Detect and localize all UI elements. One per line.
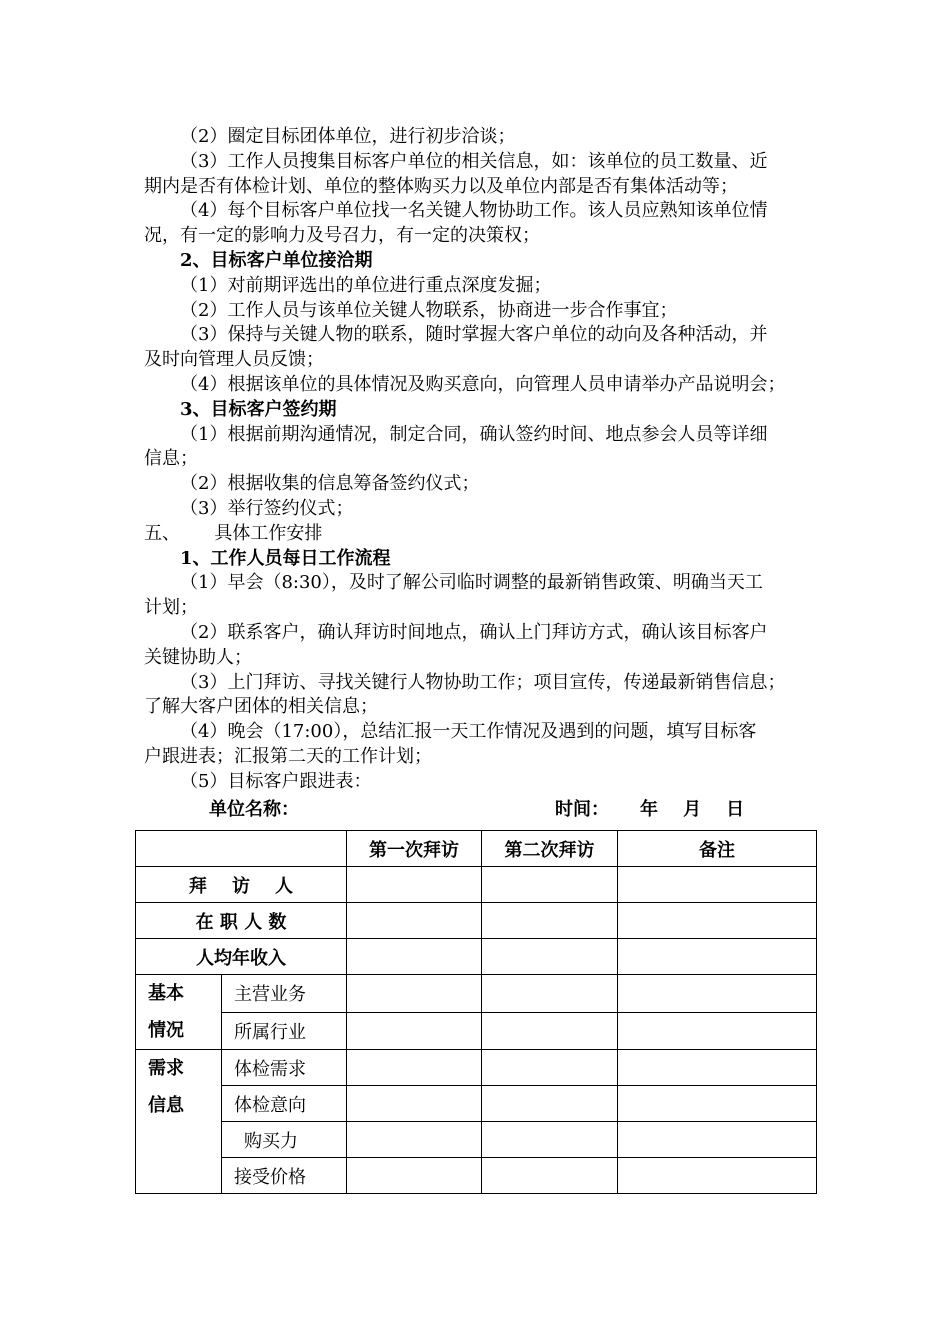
text-line: （3）保持与关键人物的联系，随时掌握大客户单位的动向及各种活动，并 <box>180 324 768 346</box>
table-cell[interactable] <box>618 1086 817 1122</box>
text-line: 关键协助人； <box>144 646 252 668</box>
text-line: 况，有一定的影响力及号召力，有一定的决策权； <box>144 225 540 247</box>
customer-follow-up-table <box>135 830 817 1194</box>
table-row <box>136 1122 817 1158</box>
text-line: （5）目标客户跟进表： <box>180 770 372 792</box>
table-cell[interactable] <box>618 1158 817 1194</box>
text-line: （2）工作人员与该单位关键人物联系，协商进一步合作事宜； <box>180 299 678 321</box>
table-cell[interactable] <box>482 867 618 903</box>
table-cell[interactable] <box>482 1050 618 1086</box>
group-demand-info: 需求 信息 <box>136 1050 222 1194</box>
text-line: （3）举行签约仪式； <box>180 498 354 519</box>
text-line: （4）晚会（17:00），总结汇报一天工作情况及遇到的问题，填写目标客 <box>180 721 757 743</box>
text-line: （2）联系客户，确认拜访时间地点，确认上门拜访方式，确认该目标客户 <box>180 622 768 643</box>
table-cell[interactable] <box>347 939 482 975</box>
table-cell[interactable] <box>482 975 618 1013</box>
table-cell[interactable] <box>347 903 482 939</box>
col-remarks: 备注 <box>618 831 817 867</box>
text-line: （2）根据收集的信息筹备签约仪式； <box>180 473 480 495</box>
table-row <box>136 1012 817 1050</box>
text-line: 计划； <box>144 597 198 619</box>
text-line: 户跟进表；汇报第二天的工作计划； <box>144 746 432 767</box>
table-row <box>136 975 817 1013</box>
row-label-checkup-intent: 体检意向 <box>222 1086 347 1122</box>
table-cell[interactable] <box>482 1122 618 1158</box>
text-line: 了解大客户团体的相关信息； <box>144 696 378 718</box>
row-label-purchasing-power: 购买力 <box>222 1122 347 1158</box>
table-corner-cell <box>136 831 347 867</box>
table-cell[interactable] <box>347 1122 482 1158</box>
table-row <box>136 939 817 975</box>
unit-name-label: 单位名称： <box>209 799 299 820</box>
col-first-visit: 第一次拜访 <box>347 831 482 867</box>
table-cell[interactable] <box>347 975 482 1013</box>
row-label-business: 主营业务 <box>222 975 347 1013</box>
table-cell[interactable] <box>347 1050 482 1086</box>
table-cell[interactable] <box>482 939 618 975</box>
text-line: （3）工作人员搜集目标客户单位的相关信息，如：该单位的员工数量、近 <box>180 150 768 172</box>
text-line: 1、工作人员每日工作流程 <box>180 547 391 569</box>
text-line: （4）每个目标客户单位找一名关键人物协助工作。该人员应熟知该单位情 <box>180 200 768 222</box>
text-line: 期内是否有体检计划、单位的整体购买力以及单位内部是否有集体活动等； <box>144 175 738 197</box>
row-label-income: 人均年收入 <box>136 939 347 975</box>
text-line: 3、目标客户签约期 <box>180 398 337 420</box>
table-header-row <box>136 831 817 867</box>
time-label: 时间： <box>555 799 609 820</box>
col-second-visit: 第二次拜访 <box>482 831 618 867</box>
table-cell[interactable] <box>618 1012 817 1050</box>
text-line: 及时向管理人员反馈； <box>144 349 324 371</box>
table-row <box>136 867 817 903</box>
text-line: （2）圈定目标团体单位，进行初步洽谈； <box>180 126 516 147</box>
date-parts: 年 月 日 <box>640 799 745 820</box>
table-cell[interactable] <box>482 903 618 939</box>
group-basic-info: 基本 情况 <box>136 975 222 1050</box>
text-line: （1）早会（8:30），及时了解公司临时调整的最新销售政策、明确当天工 <box>180 572 763 594</box>
row-label-employees: 在 职 人 数 <box>136 903 347 939</box>
table-row <box>136 903 817 939</box>
text-line: 2、目标客户单位接洽期 <box>180 250 373 271</box>
table-cell[interactable] <box>618 939 817 975</box>
row-label-accepted-price: 接受价格 <box>222 1158 347 1194</box>
text-line: （3）上门拜访、寻找关键行人物协助工作；项目宣传，传递最新销售信息； <box>180 671 786 693</box>
row-label-visitor: 拜 访 人 <box>136 867 347 903</box>
table-cell[interactable] <box>347 1012 482 1050</box>
table-row <box>136 1050 817 1086</box>
table-cell[interactable] <box>618 903 817 939</box>
table-cell[interactable] <box>618 867 817 903</box>
row-label-industry: 所属行业 <box>222 1012 347 1050</box>
table-cell[interactable] <box>618 975 817 1013</box>
text-line: 信息； <box>144 448 198 470</box>
table-cell[interactable] <box>347 1086 482 1122</box>
text-line: （1）对前期评选出的单位进行重点深度发掘； <box>180 274 552 296</box>
table-row <box>136 1158 817 1194</box>
table-cell[interactable] <box>482 1158 618 1194</box>
text-line: 五、 具体工作安排 <box>144 522 323 544</box>
table-row <box>136 1086 817 1122</box>
table-cell[interactable] <box>482 1086 618 1122</box>
text-line: （4）根据该单位的具体情况及购买意向，向管理人员申请举办产品说明会； <box>180 374 786 395</box>
table-cell[interactable] <box>347 867 482 903</box>
table-cell[interactable] <box>618 1050 817 1086</box>
table-cell[interactable] <box>618 1122 817 1158</box>
text-line: （1）根据前期沟通情况，制定合同，确认签约时间、地点参会人员等详细 <box>180 423 768 445</box>
table-cell[interactable] <box>482 1012 618 1050</box>
table-cell[interactable] <box>347 1158 482 1194</box>
row-label-checkup-demand: 体检需求 <box>222 1050 347 1086</box>
